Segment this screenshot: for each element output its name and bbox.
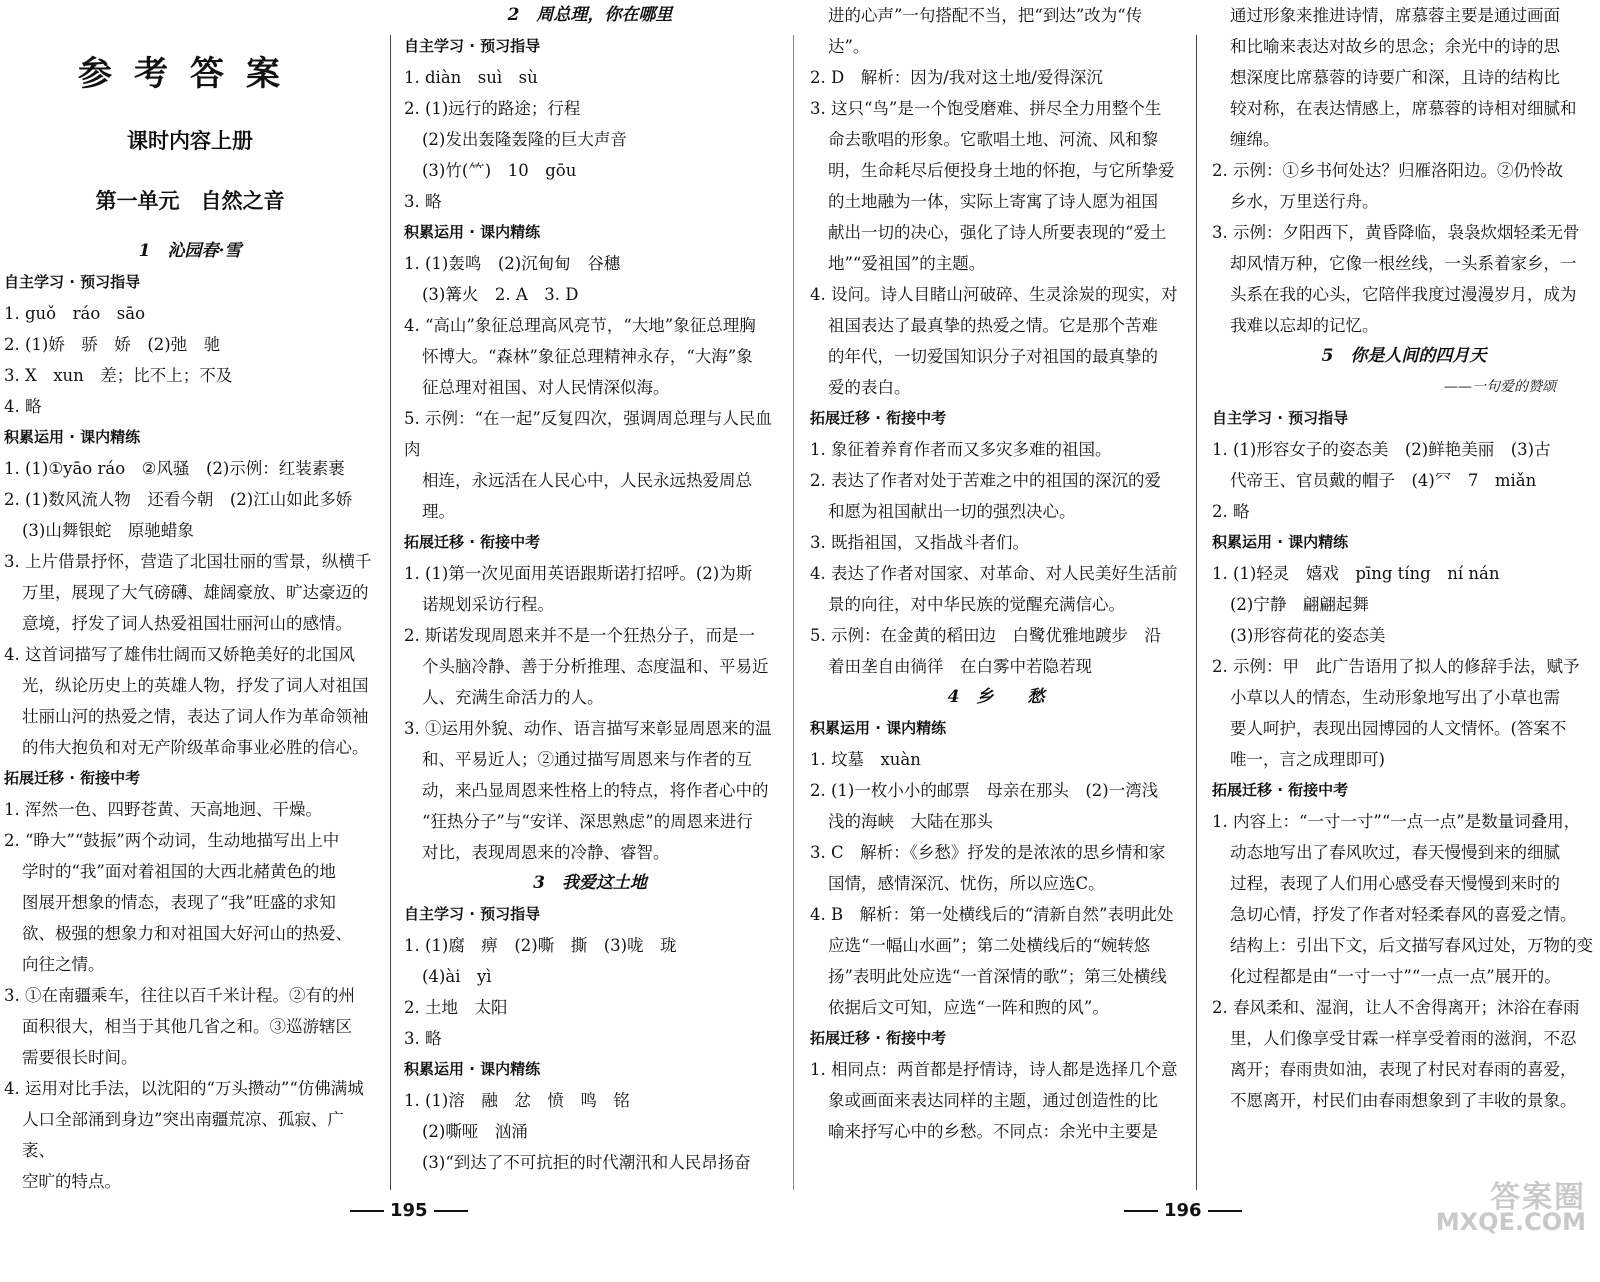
section-heading: 积累运用 · 课内精练 — [404, 223, 541, 241]
answer-line-continued: 离开；春雨贵如油，表现了村民对春雨的喜爱， — [1230, 1060, 1577, 1079]
answer-line: 4. 运用对比手法，以沈阳的“万头攒动”“仿佛满城 — [4, 1079, 364, 1098]
answer-line-continued: 里，人们像享受甘霖一样享受着雨的滋润，不忍 — [1230, 1029, 1577, 1048]
answer-line-continued: (3)竹(⺮) 10 gōu — [422, 161, 577, 180]
answer-line-continued: 和、平易近人；②通过描写周恩来与作者的互 — [422, 750, 752, 769]
answer-line-continued: 急切心情，抒发了作者对轻柔春风的喜爱之情。 — [1230, 905, 1577, 924]
answer-line: 4. 设问。诗人目睹山河破碎、生灵涂炭的现实，对 — [810, 285, 1178, 304]
answer-line-continued: (2)宁静 翩翩起舞 — [1230, 595, 1369, 614]
answer-line-continued: 人、充满生命活力的人。 — [422, 688, 604, 707]
answer-line-continued: 缠绵。 — [1230, 130, 1280, 149]
section-heading: 拓展迁移 · 衔接中考 — [4, 769, 141, 787]
answer-line-continued: 景的向往，对中华民族的觉醒充满信心。 — [828, 595, 1125, 614]
answer-line: 2. 示例：①乡书何处达？归雁洛阳边。②仍怜故 — [1212, 161, 1563, 180]
column-divider — [390, 35, 391, 1190]
answer-line-continued: 化过程都是由“一寸一寸”“一点一点”展开的。 — [1230, 967, 1561, 986]
answer-line-continued: 较对称，在表达情感上，席慕蓉的诗相对细腻和 — [1230, 99, 1577, 118]
answer-column-3 — [810, 0, 1182, 1240]
answer-line: 5. 示例：“在一起”反复四次，强调周总理与人民血肉 — [404, 409, 772, 459]
answer-line-continued: 空旷的特点。 — [22, 1172, 121, 1191]
section-heading: 拓展迁移 · 衔接中考 — [810, 1029, 947, 1047]
page-number-text: 195 — [390, 1200, 428, 1221]
answer-line-continued: “狂热分子”与“安详、深思熟虑”的周恩来进行 — [422, 812, 753, 831]
answer-line-continued: 国情，感情深沉、忧伤，所以应选C。 — [828, 874, 1105, 893]
lesson-subtitle: ——一句爱的赞颂 — [1444, 379, 1556, 395]
answer-line-continued: (2)嘶哑 汹涌 — [422, 1122, 528, 1141]
answer-line-continued: (2)发出轰隆轰隆的巨大声音 — [422, 130, 627, 149]
answer-column-4 — [1212, 0, 1596, 1240]
lesson-title: 2 周总理，你在哪里 — [507, 5, 673, 25]
answer-line-continued: 意境，抒发了词人热爱祖国壮丽河山的感情。 — [22, 614, 352, 633]
answer-line: 4. 略 — [4, 397, 42, 416]
answer-line-continued: 需要很长时间。 — [22, 1048, 138, 1067]
answer-line: 2. 春风柔和、湿润，让人不舍得离开；沐浴在春雨 — [1212, 998, 1580, 1017]
answer-line: 1. 浑然一色、四野苍黄、天高地迥、干燥。 — [4, 800, 322, 819]
section-heading: 自主学习 · 预习指导 — [404, 37, 541, 55]
answer-line: 1. 相同点：两首都是抒情诗，诗人都是选择几个意 — [810, 1060, 1178, 1079]
answer-line-continued: 通过形象来推进诗情，席慕蓉主要是通过画面 — [1230, 6, 1560, 25]
answer-column-2 — [404, 0, 776, 1240]
volume-title: 课时内容上册 — [127, 129, 253, 153]
section-heading: 拓展迁移 · 衔接中考 — [1212, 781, 1349, 799]
answer-line-continued: 光，纵论历史上的英雄人物，抒发了词人对祖国 — [22, 676, 369, 695]
answer-line-continued: 的伟大抱负和对无产阶级革命事业必胜的信心。 — [22, 738, 369, 757]
answer-line-continued: 向往之情。 — [22, 955, 105, 974]
answer-line: 1. diàn suì sù — [404, 68, 538, 87]
answer-line-continued: 面积很大，相当于其他几省之和。③巡游辖区 — [22, 1017, 352, 1036]
answer-line: 3. ①在南疆乘车，往往以百千米计程。②有的州 — [4, 986, 355, 1005]
answer-line-continued: 明，生命耗尽后便投身土地的怀抱，与它所挚爱 — [828, 161, 1175, 180]
section-heading: 自主学习 · 预习指导 — [1212, 409, 1349, 427]
answer-line-continued: 怀博大。“森林”象征总理精神永存，“大海”象 — [422, 347, 753, 366]
answer-line: 3. ①运用外貌、动作、语言描写来彰显周恩来的温 — [404, 719, 772, 738]
page-spine — [793, 35, 794, 1190]
answer-line-continued: 进的心声”一句搭配不当，把“到达”改为“传达”。 — [828, 6, 1143, 56]
answer-line-continued: 扬”表明此处应选“一首深情的歌”；第三处横线 — [828, 967, 1167, 986]
watermark-logo — [1435, 1180, 1586, 1236]
answer-line-continued: 相连，永远活在人民心中，人民永远热爱周总理。 — [422, 471, 752, 521]
answer-line-continued: 图展开想象的情态，表现了“我”旺盛的求知 — [22, 893, 336, 912]
answer-line: 4. 这首词描写了雄伟壮阔而又娇艳美好的北国风 — [4, 645, 355, 664]
answer-line-continued: 动，来凸显周恩来性格上的特点，将作者心中的 — [422, 781, 769, 800]
answer-line-continued: 欲、极强的想象力和对祖国大好河山的热爱、 — [22, 924, 352, 943]
answer-column-1 — [4, 0, 376, 1240]
column-divider — [1196, 35, 1197, 1190]
answer-line: 2. 示例：甲 此广告语用了拟人的修辞手法，赋予 — [1212, 657, 1580, 676]
answer-line-continued: 喻来抒写心中的乡愁。不同点：余光中主要是 — [828, 1122, 1158, 1141]
answer-line-continued: 诺规划采访行程。 — [422, 595, 554, 614]
answer-line: 3. C 解析：《乡愁》抒发的是浓浓的思乡情和家 — [810, 843, 1166, 862]
answer-line-continued: 却风情万种，它像一根丝线，一头系着家乡，一 — [1230, 254, 1577, 273]
section-heading: 自主学习 · 预习指导 — [4, 273, 141, 291]
section-heading: 拓展迁移 · 衔接中考 — [404, 533, 541, 551]
answer-line-continued: 唯一，言之成理即可) — [1230, 750, 1385, 769]
lesson-title: 5 你是人间的四月天 — [1321, 346, 1487, 366]
section-heading: 积累运用 · 课内精练 — [4, 428, 141, 446]
answer-line: 4. 表达了作者对国家、对革命、对人民美好生活前 — [810, 564, 1178, 583]
answer-line-continued: 的土地融为一体，实际上寄寓了诗人愿为祖国 — [828, 192, 1158, 211]
answer-line-continued: (3)篝火 2. A 3. D — [422, 285, 579, 304]
answer-line: 2. (1)娇 骄 娇 (2)弛 驰 — [4, 335, 221, 354]
section-heading: 积累运用 · 课内精练 — [1212, 533, 1349, 551]
answer-line: 3. 略 — [404, 1029, 442, 1048]
answer-line-continued: 头系在我的心头，它陪伴我度过漫漫岁月，成为 — [1230, 285, 1577, 304]
answer-line-continued: 和愿为祖国献出一切的强烈决心。 — [828, 502, 1076, 521]
answer-line: 1. (1)第一次见面用英语跟斯诺打招呼。(2)为斯 — [404, 564, 753, 583]
answer-line-continued: 学时的“我”面对着祖国的大西北赭黄色的地 — [22, 862, 336, 881]
answer-line-continued: 祖国表达了最真挚的热爱之情。它是那个苦难 — [828, 316, 1158, 335]
answer-line: 1. (1)腐 痹 (2)嘶 撕 (3)咙 珑 — [404, 936, 677, 955]
answer-line-continued: 代帝王、官员戴的帽子 (4)⺳ 7 miǎn — [1230, 471, 1537, 490]
answer-line: 1. guǒ ráo sāo — [4, 304, 146, 323]
answer-line: 1. (1)轻灵 嬉戏 pīng tíng ní nán — [1212, 564, 1500, 583]
answer-line-continued: 小草以人的情态，生动形象地写出了小草也需 — [1230, 688, 1560, 707]
answer-line-continued: 万里，展现了大气磅礴、雄阔豪放、旷达豪迈的 — [22, 583, 369, 602]
answer-line-continued: 对比，表现周恩来的冷静、睿智。 — [422, 843, 670, 862]
answer-line: 2. (1)一枚小小的邮票 母亲在那头 (2)一湾浅 — [810, 781, 1159, 800]
watermark-line2: MXQE.COM — [1435, 1208, 1586, 1236]
answer-line-continued: 想深度比席慕蓉的诗要广和深，且诗的结构比 — [1230, 68, 1560, 87]
answer-line-continued: 人口全部涌到身边”突出南疆荒凉、孤寂、广袤、 — [22, 1110, 344, 1160]
answer-line-continued: 象或画面来表达同样的主题，通过创造性的比 — [828, 1091, 1158, 1110]
answer-line-continued: 献出一切的决心，强化了诗人所要表现的“爱土 — [828, 223, 1167, 242]
answer-line-continued: 结构上：引出下文，后文描写春风过处，万物的变 — [1230, 936, 1593, 955]
answer-line: 3. 示例：夕阳西下，黄昏降临，袅袅炊烟轻柔无骨 — [1212, 223, 1580, 242]
section-heading: 拓展迁移 · 衔接中考 — [810, 409, 947, 427]
answer-line: 2. 土地 太阳 — [404, 998, 508, 1017]
answer-line-continued: 的年代，一切爱国知识分子对祖国的最真挚的 — [828, 347, 1158, 366]
answer-line-continued: (3)“到达了不可抗拒的时代潮汛和人民昂扬奋 — [422, 1153, 751, 1172]
answer-line: 3. 这只“鸟”是一个饱受磨难、拼尽全力用整个生 — [810, 99, 1162, 118]
answer-line: 1. 坟墓 xuàn — [810, 750, 921, 769]
answer-line-continued: 依据后文可知，应选“一阵和煦的风”。 — [828, 998, 1109, 1017]
answer-line-continued: (3)山舞银蛇 原驰蜡象 — [22, 521, 194, 540]
answer-line-continued: 征总理对祖国、对人民情深似海。 — [422, 378, 670, 397]
answer-line: 4. B 解析：第一处横线后的“清新自然”表明此处 — [810, 905, 1174, 924]
answer-line: 1. (1)形容女子的姿态美 (2)鲜艳美丽 (3)古 — [1212, 440, 1551, 459]
answer-line-continued: 要人呵护，表现出园博园的人文情怀。(答案不 — [1230, 719, 1567, 738]
answer-line: 2. D 解析：因为/我对这土地/爱得深沉 — [810, 68, 1103, 87]
answer-line-continued: 个头脑冷静、善于分析推理、态度温和、平易近 — [422, 657, 769, 676]
answer-line-continued: (4)ài yì — [422, 967, 492, 986]
section-heading: 自主学习 · 预习指导 — [404, 905, 541, 923]
answer-line-continued: 地”“爱祖国”的主题。 — [828, 254, 986, 273]
page-number-right — [1124, 1200, 1242, 1221]
answer-line: 1. (1)轰鸣 (2)沉甸甸 谷穗 — [404, 254, 621, 273]
answer-line-continued: 浅的海峡 大陆在那头 — [828, 812, 993, 831]
answer-line-continued: 和比喻来表达对故乡的思念；余光中的诗的思 — [1230, 37, 1560, 56]
answer-line-continued: 壮丽山河的热爱之情，表达了词人作为革命领袖 — [22, 707, 369, 726]
answer-line: 3. 既指祖国，又指战斗者们。 — [810, 533, 1029, 552]
watermark-line1: 答案圈 — [1490, 1180, 1586, 1215]
answer-line: 3. 上片借景抒怀，营造了北国壮丽的雪景，纵横千 — [4, 552, 372, 571]
answer-line-continued: 爱的表白。 — [828, 378, 911, 397]
answer-line-continued: 着田垄自由徜徉 在白雾中若隐若现 — [828, 657, 1092, 676]
answer-line: 2. 略 — [1212, 502, 1250, 521]
answer-line-continued: 命去歌唱的形象。它歌唱土地、河流、风和黎 — [828, 130, 1158, 149]
answer-line: 2. 表达了作者对处于苦难之中的祖国的深沉的爱 — [810, 471, 1161, 490]
answer-line: 1. (1)①yāo ráo ②风骚 (2)示例：红装素裹 — [4, 459, 345, 478]
answer-line: 5. 示例：在金黄的稻田边 白鹭优雅地踱步 沿 — [810, 626, 1161, 645]
answer-line: 1. 内容上：“一寸一寸”“一点一点”是数量词叠用， — [1212, 812, 1581, 831]
answer-line-continued: 乡水，万里送行舟。 — [1230, 192, 1379, 211]
answer-line: 1. 象征着养育作者而又多灾多难的祖国。 — [810, 440, 1112, 459]
unit-title: 第一单元 自然之音 — [95, 189, 285, 213]
answer-line: 2. “睁大”“鼓振”两个动词，生动地描写出上中 — [4, 831, 340, 850]
main-title: 参考答案 — [78, 54, 302, 94]
lesson-title: 3 我爱这土地 — [533, 873, 647, 893]
answer-line-continued: (3)形容荷花的姿态美 — [1230, 626, 1386, 645]
page-number-text: 196 — [1164, 1200, 1202, 1221]
answer-line: 2. 斯诺发现周恩来并不是一个狂热分子，而是一 — [404, 626, 755, 645]
answer-line-continued: 不愿离开，村民们由春雨想象到了丰收的景象。 — [1230, 1091, 1577, 1110]
answer-line: 3. X xun 差；比不上；不及 — [4, 366, 233, 385]
answer-line-continued: 应选“一幅山水画”；第二处横线后的“婉转悠 — [828, 936, 1151, 955]
answer-line-continued: 动态地写出了春风吹过，春天慢慢到来的细腻 — [1230, 843, 1560, 862]
answer-line: 2. (1)远行的路途；行程 — [404, 99, 581, 118]
answer-line: 3. 略 — [404, 192, 442, 211]
lesson-title: 4 乡 愁 — [947, 687, 1045, 707]
section-heading: 积累运用 · 课内精练 — [404, 1060, 541, 1078]
answer-line-continued: 我难以忘却的记忆。 — [1230, 316, 1379, 335]
answer-line: 2. (1)数风流人物 还看今朝 (2)江山如此多娇 — [4, 490, 353, 509]
answer-line-continued: 过程，表现了人们用心感受春天慢慢到来时的 — [1230, 874, 1560, 893]
section-heading: 积累运用 · 课内精练 — [810, 719, 947, 737]
answer-line: 1. (1)溶 融 忿 愤 鸣 铭 — [404, 1091, 630, 1110]
lesson-title: 1 沁园春·雪 — [138, 241, 242, 261]
answer-line: 4. “高山”象征总理高风亮节，“大地”象征总理胸 — [404, 316, 756, 335]
page-number-left — [350, 1200, 468, 1221]
